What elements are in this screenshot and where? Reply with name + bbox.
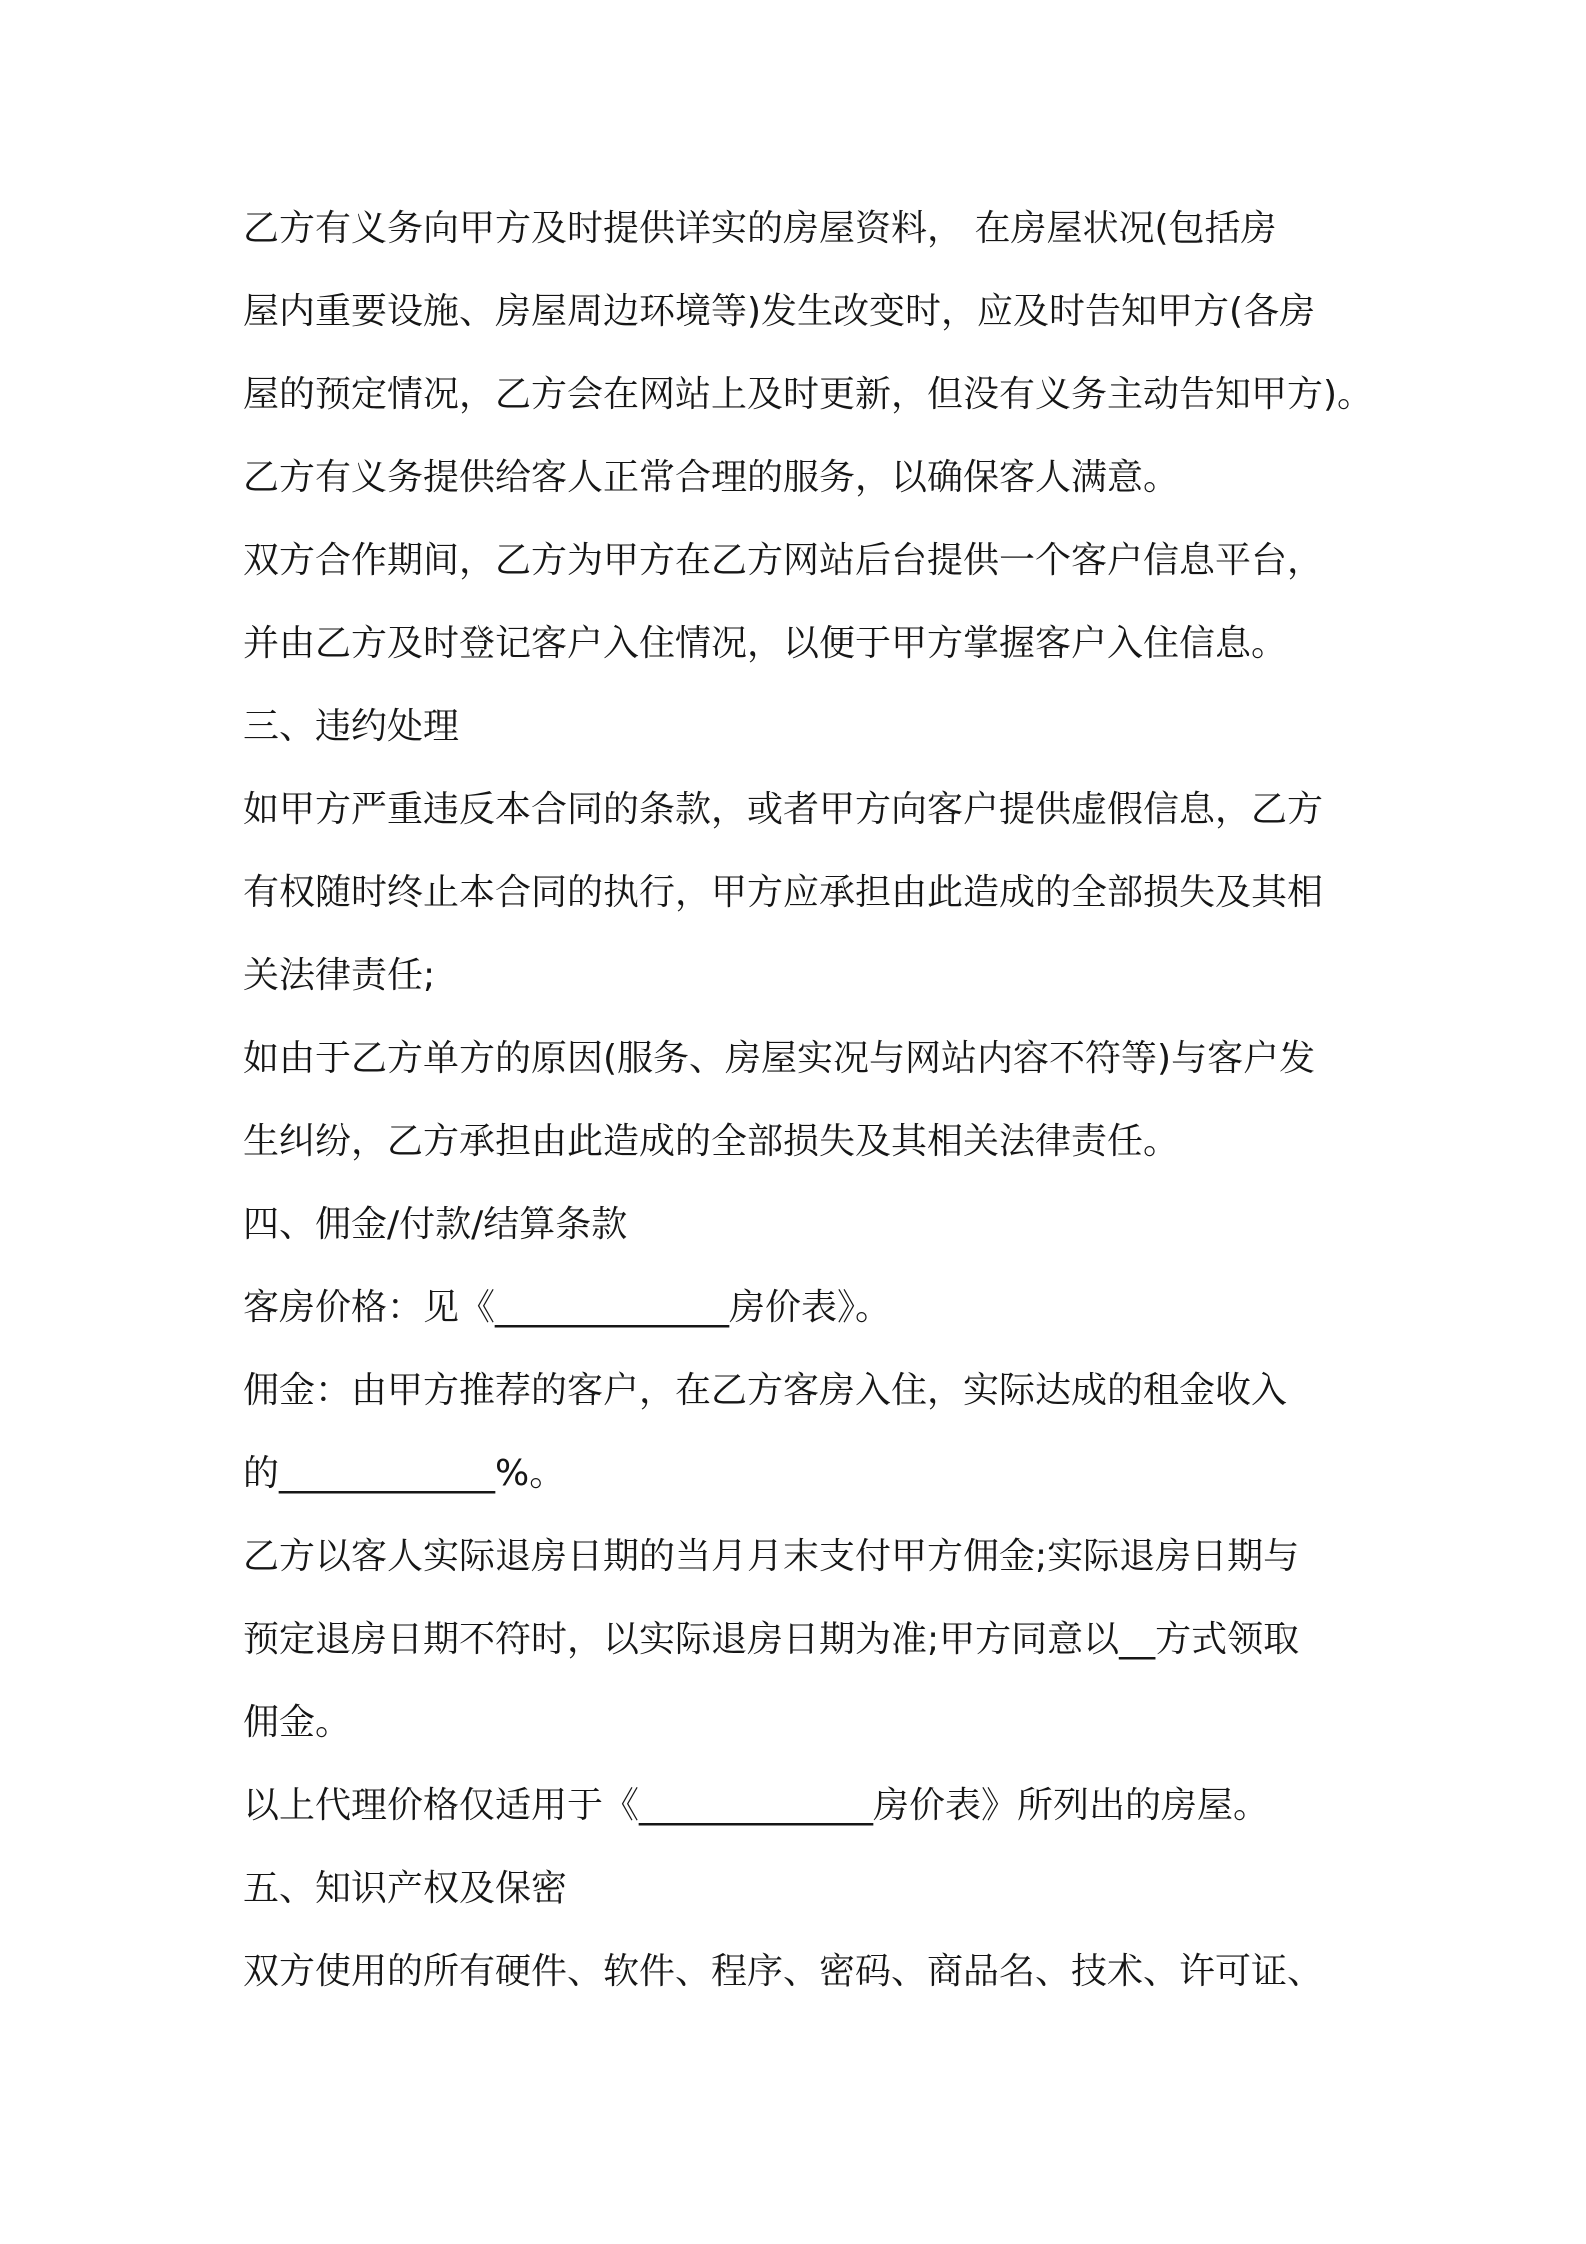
paragraph-line: 如由于乙方单方的原因(服务、房屋实况与网站内容不符等)与客户发 — [243, 1038, 1316, 1079]
paragraph-line: 关法律责任; — [243, 955, 436, 996]
paragraph-line: 客房价格：见《_____________房价表》。 — [243, 1287, 892, 1328]
paragraph-line: 双方合作期间，乙方为甲方在乙方网站后台提供一个客户信息平台， — [243, 540, 1324, 581]
paragraph-line: 生纠纷，乙方承担由此造成的全部损失及其相关法律责任。 — [243, 1121, 1180, 1162]
paragraph-line: 屋的预定情况，乙方会在网站上及时更新，但没有义务主动告知甲方)。 — [243, 374, 1374, 415]
section-heading: 三、违约处理 — [243, 706, 460, 747]
paragraph-line: 双方使用的所有硬件、软件、程序、密码、商品名、技术、许可证、 — [243, 1951, 1324, 1992]
paragraph-line: 预定退房日期不符时，以实际退房日期为准;甲方同意以__方式领取 — [243, 1619, 1300, 1660]
paragraph-line: 有权随时终止本合同的执行，甲方应承担由此造成的全部损失及其相 — [243, 872, 1324, 913]
paragraph-line: 以上代理价格仅适用于《_____________房价表》所列出的房屋。 — [243, 1785, 1270, 1826]
section-heading: 四、佣金/付款/结算条款 — [243, 1204, 628, 1245]
paragraph-line: 乙方有义务向甲方及时提供详实的房屋资料， 在房屋状况(包括房 — [243, 208, 1277, 249]
paragraph-line: 佣金：由甲方推荐的客户，在乙方客房入住，实际达成的租金收入 — [243, 1370, 1288, 1411]
section-heading: 五、知识产权及保密 — [243, 1868, 568, 1909]
paragraph-line: 屋内重要设施、房屋周边环境等)发生改变时，应及时告知甲方(各房 — [243, 291, 1316, 332]
paragraph-line: 并由乙方及时登记客户入住情况，以便于甲方掌握客户入住信息。 — [243, 623, 1288, 664]
paragraph-line: 的____________%。 — [243, 1453, 566, 1494]
paragraph-line: 如甲方严重违反本合同的条款，或者甲方向客户提供虚假信息，乙方 — [243, 789, 1324, 830]
paragraph-line: 乙方以客人实际退房日期的当月月末支付甲方佣金;实际退房日期与 — [243, 1536, 1300, 1577]
paragraph-line: 佣金。 — [243, 1702, 352, 1743]
paragraph-line: 乙方有义务提供给客人正常合理的服务，以确保客人满意。 — [243, 457, 1180, 498]
